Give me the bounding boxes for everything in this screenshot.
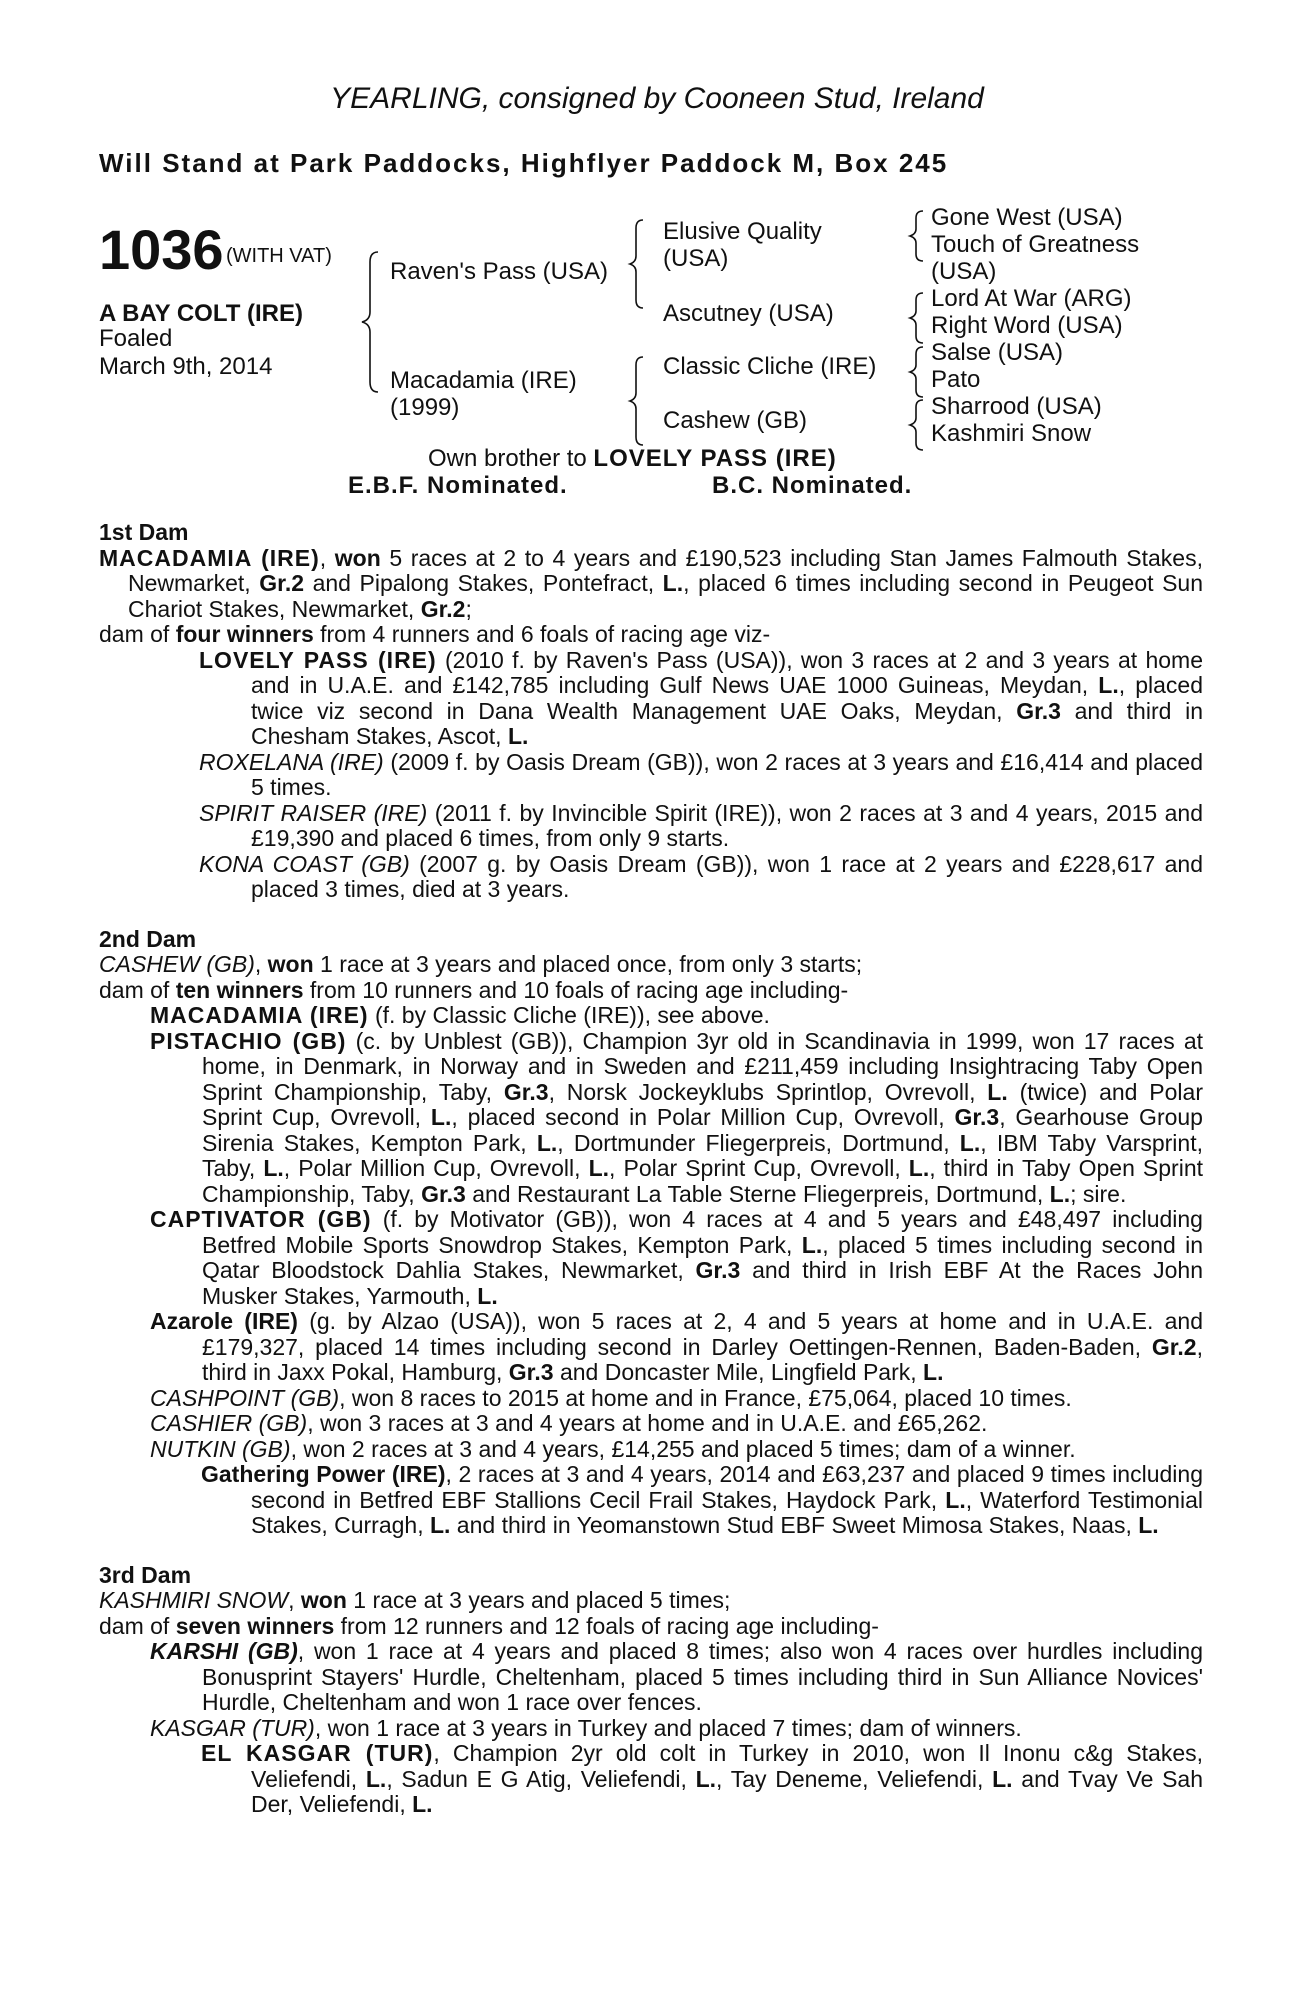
ancestor-kashmiri-snow: Kashmiri Snow bbox=[931, 420, 1092, 447]
vat-label: (WITH VAT) bbox=[226, 245, 332, 267]
dam-paragraph: KONA COAST (GB) (2007 g. by Oasis Dream (GB)), won 1 race at 2 years and £228,617 and placed 3 times, died at 3 years. bbox=[199, 850, 1203, 902]
dam-paragraph: Azarole (IRE) (g. by Alzao (USA)), won 5 races at 2, 4 and 5 years at home and in U.A.E. and £179,327, placed 14 times including second in Darley Oettingen-Rennen, Baden-Baden, Gr.2, third in Jaxx Pokal, Hamburg, Gr.3 and Doncaster Mile, Lingfield Park, L. bbox=[150, 1308, 1203, 1385]
ancestor-pato: Pato bbox=[931, 366, 981, 393]
dam-heading: 1st Dam bbox=[99, 519, 189, 545]
own-brother-note: Own brother to LOVELY PASS (IRE) bbox=[428, 445, 837, 472]
sire-sire-country: (USA) bbox=[663, 245, 729, 272]
foaled-date: March 9th, 2014 bbox=[99, 353, 273, 380]
dam-dam-name: Cashew (GB) bbox=[663, 407, 808, 434]
sire-sire-name: Elusive Quality bbox=[663, 218, 822, 245]
sire-name: Raven's Pass (USA) bbox=[390, 258, 608, 285]
ancestor-sharrood: Sharrood (USA) bbox=[931, 393, 1102, 420]
ancestor-lord-at-war: Lord At War (ARG) bbox=[931, 285, 1132, 312]
dam-year: (1999) bbox=[390, 394, 460, 421]
dam-paragraph: dam of four winners from 4 runners and 6 foals of racing age viz- bbox=[99, 621, 771, 647]
ancestor-touch-of-greatness: Touch of Greatness bbox=[931, 231, 1140, 258]
ancestor-salse: Salse (USA) bbox=[931, 339, 1064, 366]
dam-paragraph: CASHIER (GB), won 3 races at 3 and 4 years at home and in U.A.E. and £65,262. bbox=[150, 1410, 988, 1436]
dam-paragraph: ROXELANA (IRE) (2009 f. by Oasis Dream (GB)), won 2 races at 3 years and £16,414 and placed 5 times. bbox=[199, 748, 1203, 800]
dam-paragraph: dam of seven winners from 12 runners and 12 foals of racing age including- bbox=[99, 1612, 879, 1639]
ebf-nominated: E.B.F. Nominated. bbox=[348, 472, 568, 499]
lot-title: A BAY COLT (IRE) bbox=[99, 300, 304, 327]
lot-number: 1036 bbox=[99, 218, 224, 281]
dam-paragraph: PISTACHIO (GB) (c. by Unblest (GB)), Champion 3yr old in Scandinavia in 1999, won 17 races at home, in Denmark, in Norway and in Sweden and £211,459 including Insightracing Taby Open Sprint Championship, Taby, Gr.3, Norsk Jockeyklubs Sprintlop, Ovrevoll, L. (twice) and Polar Sprint Cup, Ovrevoll, L., placed second in Polar Million Cup, Ovrevoll, Gr.3, Gearhouse Group Sirenia Stakes, Kempton Park, L., Dortmunder Fliegerpreis, Dortmund, L., IBM Taby Varsprint, Taby, L., Polar Million Cup, Ovrevoll, L., Polar Sprint Cup, Ovrevoll, L., third in Taby Open Sprint Championship, Taby, Gr.3 and Restaurant La Table Sterne Fliegerpreis, Dortmund, L.; sire. bbox=[150, 1027, 1204, 1207]
consignment-heading: YEARLING, consigned by Cooneen Stud, Ireland bbox=[330, 82, 984, 115]
bc-nominated: B.C. Nominated. bbox=[712, 472, 913, 499]
dam-paragraph: LOVELY PASS (IRE) (2010 f. by Raven's Pass (USA)), won 3 races at 2 and 3 years at home and in U.A.E. and £142,785 including Gulf News UAE 1000 Guineas, Meydan, L., placed twice viz second in Dana Wealth Management UAE Oaks, Meydan, Gr.3 and third in Chesham Stakes, Ascot, L. bbox=[199, 646, 1204, 749]
dam-paragraph: MACADAMIA (IRE) (f. by Classic Cliche (IRE)), see above. bbox=[150, 1002, 770, 1028]
sire-dam-name: Ascutney (USA) bbox=[663, 300, 834, 327]
dam-paragraph: KASGAR (TUR), won 1 race at 3 years in Turkey and placed 7 times; dam of winners. bbox=[150, 1714, 1022, 1741]
dam-paragraph: MACADAMIA (IRE), won 5 races at 2 to 4 years and £190,523 including Stan James Falmouth Stakes, Newmarket, Gr.2 and Pipalong Stakes, Pontefract, L., placed 6 times including second in Peugeot Sun Chariot Stakes, Newmarket, Gr.2; bbox=[99, 544, 1203, 622]
stand-location: Will Stand at Park Paddocks, Highflyer Paddock M, Box 245 bbox=[99, 148, 949, 178]
dam-paragraph: KARSHI (GB), won 1 race at 4 years and placed 8 times; also won 4 races over hurdles including Bonusprint Stayers' Hurdle, Cheltenham, placed 5 times including third in Sun Alliance Novices' Hurdle, Cheltenham and won 1 race over fences. bbox=[150, 1638, 1203, 1715]
dam-name: Macadamia (IRE) bbox=[390, 367, 577, 394]
dam-paragraph: EL KASGAR (TUR), Champion 2yr old colt in Turkey in 2010, won Il Inonu c&g Stakes, Veliefendi, L., Sadun E G Atig, Veliefendi, L., Tay Deneme, Veliefendi, L. and Tvay Ve Sah Der, Veliefendi, L. bbox=[201, 1740, 1204, 1817]
dam-sire-name: Classic Cliche (IRE) bbox=[663, 353, 877, 380]
dam-paragraph: KASHMIRI SNOW, won 1 race at 3 years and placed 5 times; bbox=[99, 1587, 731, 1613]
dam-sections bbox=[99, 520, 1203, 1818]
dam-paragraph: NUTKIN (GB), won 2 races at 3 and 4 years, £14,255 and placed 5 times; dam of a winner. bbox=[150, 1435, 1076, 1462]
dam-paragraph: Gathering Power (IRE), 2 races at 3 and 4 years, 2014 and £63,237 and placed 9 times including second in Betfred EBF Stallions Cecil Frail Stakes, Haydock Park, L., Waterford Testimonial Stakes, Curragh, L. and third in Yeomanstown Stud EBF Sweet Mimosa Stakes, Naas, L. bbox=[201, 1461, 1203, 1538]
foaled-label: Foaled bbox=[99, 325, 173, 352]
dam-paragraph: dam of ten winners from 10 runners and 10 foals of racing age including- bbox=[99, 976, 849, 1003]
dam-paragraph: CASHPOINT (GB), won 8 races to 2015 at home and in France, £75,064, placed 10 times. bbox=[150, 1384, 1072, 1411]
ancestor-right-word: Right Word (USA) bbox=[931, 312, 1123, 339]
dam-paragraph: SPIRIT RAISER (IRE) (2011 f. by Invincible Spirit (IRE)), won 2 races at 3 and 4 years, 2015 and £19,390 and placed 6 times, from only 9 starts. bbox=[199, 799, 1203, 851]
dam-paragraph: CAPTIVATOR (GB) (f. by Motivator (GB)), won 4 races at 4 and 5 years and £48,497 including Betfred Mobile Sports Snowdrop Stakes, Kempton Park, L., placed 5 times including second in Qatar Bloodstock Dahlia Stakes, Newmarket, Gr.3 and third in Irish EBF At the Races John Musker Stakes, Yarmouth, L. bbox=[150, 1206, 1204, 1309]
ancestor-touch-of-greatness-country: (USA) bbox=[931, 258, 997, 285]
dam-paragraph: CASHEW (GB), won 1 race at 3 years and placed once, from only 3 starts; bbox=[99, 951, 863, 977]
dam-heading: 3rd Dam bbox=[99, 1561, 192, 1588]
dam-heading: 2nd Dam bbox=[99, 925, 197, 952]
ancestor-gone-west: Gone West (USA) bbox=[931, 204, 1123, 231]
